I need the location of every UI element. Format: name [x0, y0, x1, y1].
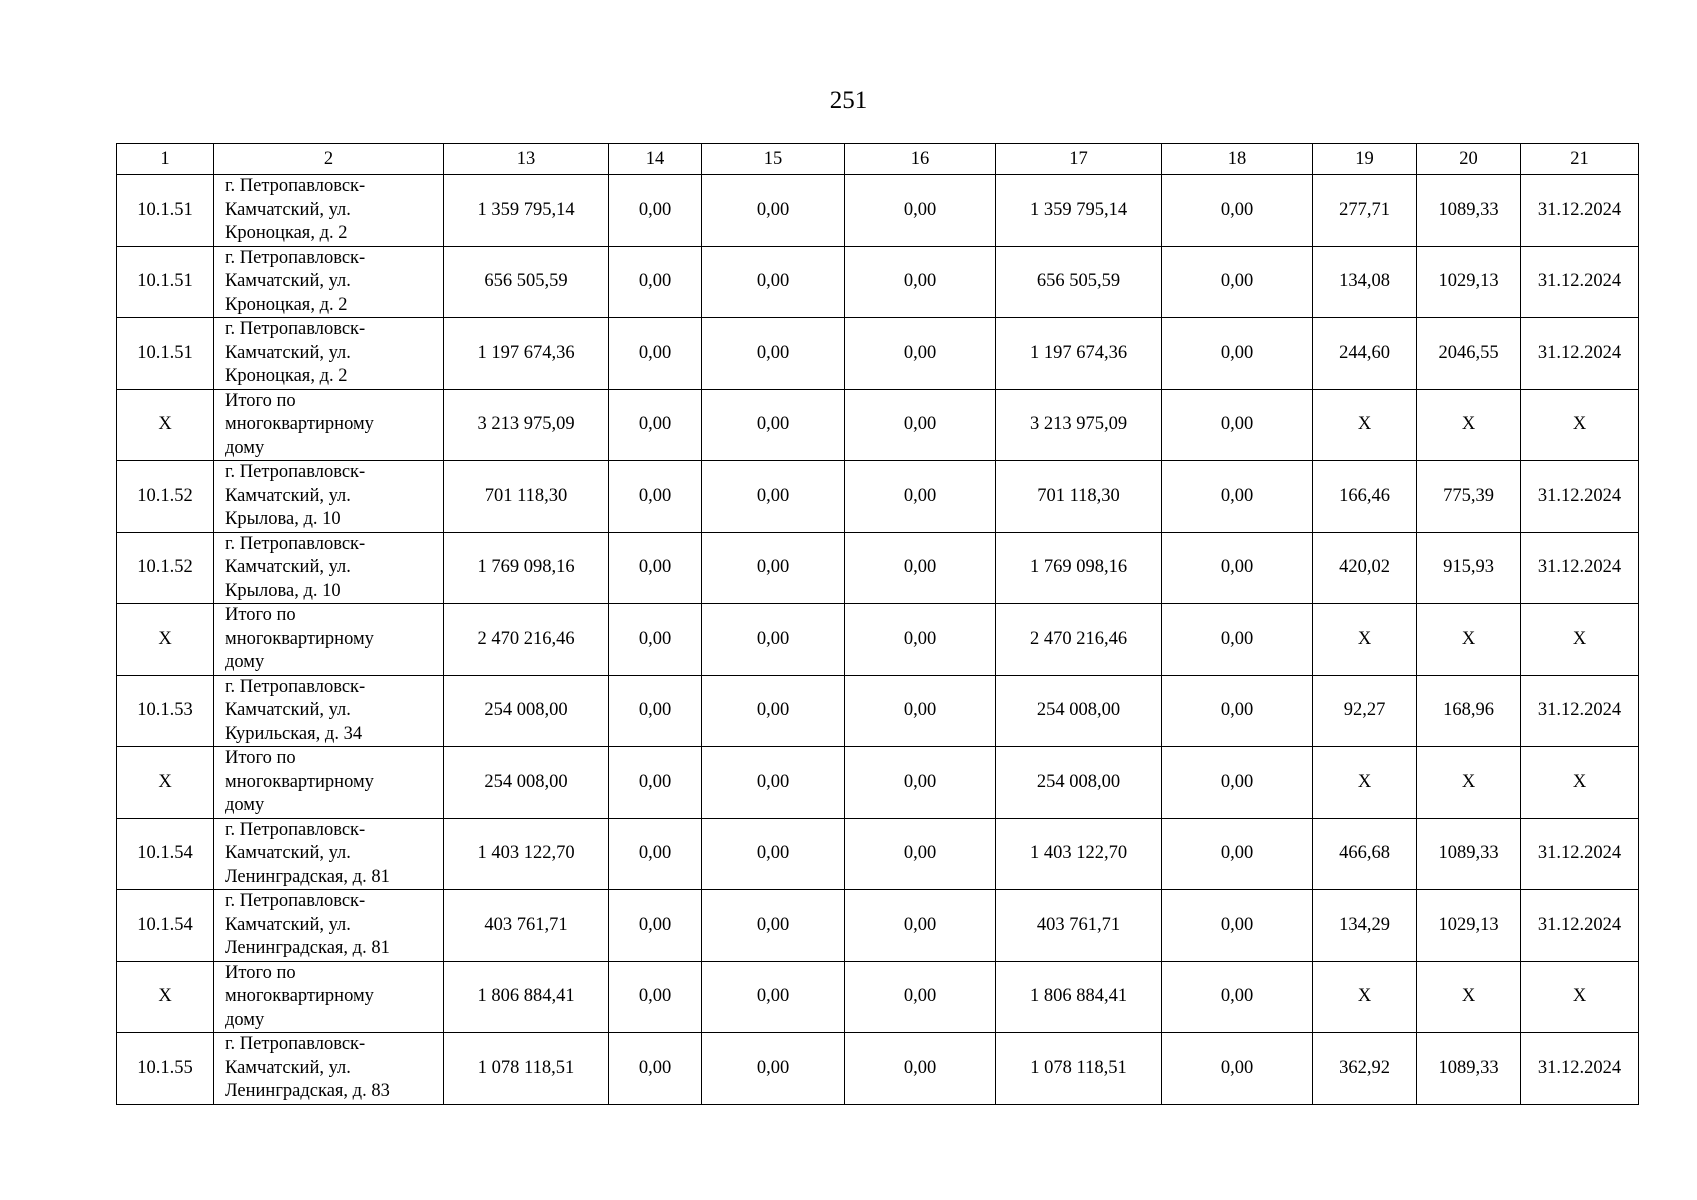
value-cell: 656 505,59	[444, 246, 609, 318]
value-cell: 1 078 118,51	[444, 1033, 609, 1105]
value-cell: 1029,13	[1417, 246, 1521, 318]
value-cell: 0,00	[845, 461, 996, 533]
value-cell: 31.12.2024	[1521, 890, 1639, 962]
row-number-cell: X	[117, 389, 214, 461]
value-cell: 31.12.2024	[1521, 818, 1639, 890]
value-cell: 0,00	[1162, 461, 1313, 533]
column-header: 17	[996, 144, 1162, 175]
value-cell: 1 769 098,16	[996, 532, 1162, 604]
value-cell: 0,00	[609, 532, 702, 604]
value-cell: 254 008,00	[444, 675, 609, 747]
column-header: 16	[845, 144, 996, 175]
value-cell: 0,00	[609, 961, 702, 1033]
value-cell: 0,00	[702, 961, 845, 1033]
value-cell: 0,00	[845, 1033, 996, 1105]
value-cell: 0,00	[845, 389, 996, 461]
table-row	[117, 389, 1639, 461]
row-number-cell: 10.1.54	[117, 818, 214, 890]
value-cell: 0,00	[609, 318, 702, 390]
value-cell: 0,00	[609, 890, 702, 962]
address-cell: г. Петропавловск- Камчатский, ул. Ленинградская, д. 81	[214, 890, 444, 962]
value-cell: 166,46	[1313, 461, 1417, 533]
row-number-cell: 10.1.52	[117, 461, 214, 533]
value-cell: 31.12.2024	[1521, 461, 1639, 533]
value-cell: X	[1417, 604, 1521, 676]
value-cell: 0,00	[845, 246, 996, 318]
address-cell: Итого по многоквартирному дому	[214, 604, 444, 676]
value-cell: 0,00	[702, 318, 845, 390]
row-number-cell: 10.1.51	[117, 318, 214, 390]
value-cell: 0,00	[702, 461, 845, 533]
value-cell: 1 359 795,14	[444, 175, 609, 247]
address-cell: г. Петропавловск- Камчатский, ул. Ленинградская, д. 83	[214, 1033, 444, 1105]
table-row	[117, 246, 1639, 318]
value-cell: X	[1313, 389, 1417, 461]
page-number: 251	[829, 87, 868, 114]
value-cell: 134,08	[1313, 246, 1417, 318]
value-cell: X	[1521, 961, 1639, 1033]
value-cell: 0,00	[845, 532, 996, 604]
address-cell: г. Петропавловск- Камчатский, ул. Крылова, д. 10	[214, 461, 444, 533]
value-cell: 0,00	[845, 604, 996, 676]
address-cell: г. Петропавловск- Камчатский, ул. Кроноцкая, д. 2	[214, 175, 444, 247]
value-cell: 0,00	[609, 604, 702, 676]
value-cell: 656 505,59	[996, 246, 1162, 318]
value-cell: X	[1313, 604, 1417, 676]
value-cell: 31.12.2024	[1521, 175, 1639, 247]
value-cell: 0,00	[702, 818, 845, 890]
row-number-cell: 10.1.54	[117, 890, 214, 962]
header-row	[117, 144, 1639, 175]
value-cell: 0,00	[1162, 675, 1313, 747]
value-cell: 0,00	[702, 747, 845, 819]
value-cell: 0,00	[702, 890, 845, 962]
table-row	[117, 675, 1639, 747]
value-cell: 1089,33	[1417, 818, 1521, 890]
value-cell: 0,00	[1162, 389, 1313, 461]
value-cell: 0,00	[702, 532, 845, 604]
value-cell: 0,00	[1162, 961, 1313, 1033]
table-row	[117, 961, 1639, 1033]
value-cell: X	[1521, 604, 1639, 676]
value-cell: 0,00	[1162, 1033, 1313, 1105]
value-cell: 0,00	[702, 246, 845, 318]
table-row	[117, 604, 1639, 676]
value-cell: X	[1417, 389, 1521, 461]
row-number-cell: 10.1.52	[117, 532, 214, 604]
value-cell: 0,00	[609, 675, 702, 747]
value-cell: 0,00	[845, 318, 996, 390]
value-cell: 0,00	[609, 389, 702, 461]
value-cell: 0,00	[845, 961, 996, 1033]
value-cell: 0,00	[1162, 246, 1313, 318]
column-header: 20	[1417, 144, 1521, 175]
column-header: 13	[444, 144, 609, 175]
column-header: 14	[609, 144, 702, 175]
address-cell: Итого по многоквартирному дому	[214, 389, 444, 461]
value-cell: X	[1417, 747, 1521, 819]
value-cell: 0,00	[609, 175, 702, 247]
value-cell: 0,00	[702, 175, 845, 247]
value-cell: 0,00	[845, 747, 996, 819]
address-cell: г. Петропавловск- Камчатский, ул. Кроноцкая, д. 2	[214, 246, 444, 318]
value-cell: 0,00	[609, 461, 702, 533]
value-cell: 0,00	[609, 747, 702, 819]
value-cell: 403 761,71	[996, 890, 1162, 962]
value-cell: 1 806 884,41	[996, 961, 1162, 1033]
value-cell: 2046,55	[1417, 318, 1521, 390]
value-cell: X	[1313, 747, 1417, 819]
value-cell: 0,00	[702, 675, 845, 747]
value-cell: 0,00	[845, 890, 996, 962]
value-cell: 915,93	[1417, 532, 1521, 604]
value-cell: 0,00	[1162, 818, 1313, 890]
value-cell: 168,96	[1417, 675, 1521, 747]
row-number-cell: X	[117, 961, 214, 1033]
value-cell: 466,68	[1313, 818, 1417, 890]
value-cell: 362,92	[1313, 1033, 1417, 1105]
value-cell: 0,00	[702, 1033, 845, 1105]
value-cell: 31.12.2024	[1521, 246, 1639, 318]
value-cell: 254 008,00	[996, 675, 1162, 747]
value-cell: 31.12.2024	[1521, 1033, 1639, 1105]
column-header: 18	[1162, 144, 1313, 175]
value-cell: 0,00	[609, 1033, 702, 1105]
column-header: 21	[1521, 144, 1639, 175]
address-cell: г. Петропавловск- Камчатский, ул. Кроноцкая, д. 2	[214, 318, 444, 390]
value-cell: 0,00	[1162, 532, 1313, 604]
value-cell: 31.12.2024	[1521, 318, 1639, 390]
value-cell: 1089,33	[1417, 175, 1521, 247]
address-cell: г. Петропавловск- Камчатский, ул. Ленинградская, д. 81	[214, 818, 444, 890]
value-cell: 254 008,00	[996, 747, 1162, 819]
address-cell: Итого по многоквартирному дому	[214, 961, 444, 1033]
column-header: 15	[702, 144, 845, 175]
value-cell: 0,00	[1162, 318, 1313, 390]
value-cell: 775,39	[1417, 461, 1521, 533]
table-row	[117, 461, 1639, 533]
value-cell: 2 470 216,46	[444, 604, 609, 676]
value-cell: 0,00	[1162, 604, 1313, 676]
address-cell: г. Петропавловск- Камчатский, ул. Крылова, д. 10	[214, 532, 444, 604]
value-cell: 1 078 118,51	[996, 1033, 1162, 1105]
value-cell: 0,00	[845, 675, 996, 747]
value-cell: 0,00	[845, 175, 996, 247]
value-cell: 1 359 795,14	[996, 175, 1162, 247]
row-number-cell: 10.1.55	[117, 1033, 214, 1105]
value-cell: 0,00	[609, 246, 702, 318]
table-row	[117, 175, 1639, 247]
value-cell: 134,29	[1313, 890, 1417, 962]
value-cell: 31.12.2024	[1521, 675, 1639, 747]
row-number-cell: 10.1.53	[117, 675, 214, 747]
column-header: 2	[214, 144, 444, 175]
value-cell: 1 403 122,70	[996, 818, 1162, 890]
data-table	[116, 143, 1639, 1105]
value-cell: 2 470 216,46	[996, 604, 1162, 676]
value-cell: 0,00	[609, 818, 702, 890]
value-cell: 1 197 674,36	[996, 318, 1162, 390]
value-cell: 0,00	[845, 818, 996, 890]
table-body	[117, 175, 1639, 1105]
value-cell: X	[1417, 961, 1521, 1033]
value-cell: 0,00	[1162, 747, 1313, 819]
value-cell: X	[1313, 961, 1417, 1033]
table-row	[117, 818, 1639, 890]
row-number-cell: 10.1.51	[117, 175, 214, 247]
value-cell: 1089,33	[1417, 1033, 1521, 1105]
table-row	[117, 1033, 1639, 1105]
column-header: 1	[117, 144, 214, 175]
value-cell: 0,00	[1162, 890, 1313, 962]
value-cell: 1 197 674,36	[444, 318, 609, 390]
table-row	[117, 890, 1639, 962]
row-number-cell: 10.1.51	[117, 246, 214, 318]
value-cell: 3 213 975,09	[996, 389, 1162, 461]
value-cell: 1 403 122,70	[444, 818, 609, 890]
value-cell: 701 118,30	[444, 461, 609, 533]
table-row	[117, 318, 1639, 390]
value-cell: 244,60	[1313, 318, 1417, 390]
value-cell: 3 213 975,09	[444, 389, 609, 461]
value-cell: 0,00	[702, 604, 845, 676]
value-cell: 277,71	[1313, 175, 1417, 247]
address-cell: г. Петропавловск- Камчатский, ул. Курильская, д. 34	[214, 675, 444, 747]
column-header: 19	[1313, 144, 1417, 175]
row-number-cell: X	[117, 747, 214, 819]
row-number-cell: X	[117, 604, 214, 676]
value-cell: 1 806 884,41	[444, 961, 609, 1033]
value-cell: 254 008,00	[444, 747, 609, 819]
value-cell: 0,00	[1162, 175, 1313, 247]
value-cell: 1029,13	[1417, 890, 1521, 962]
value-cell: 420,02	[1313, 532, 1417, 604]
address-cell: Итого по многоквартирному дому	[214, 747, 444, 819]
value-cell: X	[1521, 389, 1639, 461]
value-cell: 1 769 098,16	[444, 532, 609, 604]
value-cell: X	[1521, 747, 1639, 819]
table-row	[117, 532, 1639, 604]
value-cell: 701 118,30	[996, 461, 1162, 533]
value-cell: 403 761,71	[444, 890, 609, 962]
value-cell: 92,27	[1313, 675, 1417, 747]
table-row	[117, 747, 1639, 819]
value-cell: 0,00	[702, 389, 845, 461]
value-cell: 31.12.2024	[1521, 532, 1639, 604]
